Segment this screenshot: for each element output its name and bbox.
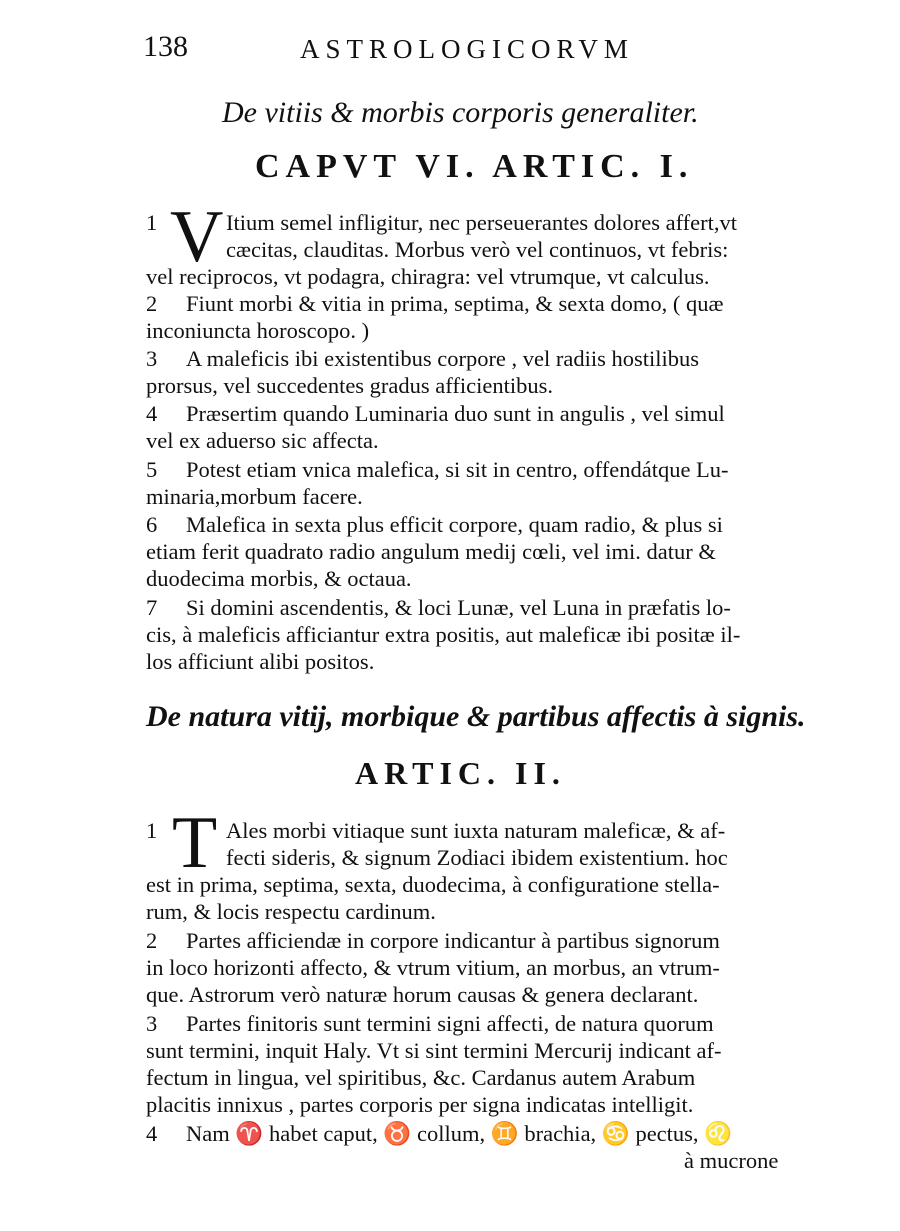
text-line: Malefica in sexta plus efficit corpore, quam radio, & plus si — [186, 512, 723, 537]
text-line: fectum in lingua, vel spiritibus, &c. Cardanus autem Arabum — [146, 1065, 696, 1090]
text-line: Ales morbi vitiaque sunt iuxta naturam maleficæ, & af- — [226, 818, 726, 843]
paragraph-number: 5 — [146, 457, 158, 482]
text-line: vel reciprocos, vt podagra, chiragra: vel vtrumque, vt calculus. — [146, 264, 710, 289]
text-line: duodecima morbis, & octaua. — [146, 566, 412, 591]
text-line: Potest etiam vnica malefica, si sit in centro, offendátque Lu- — [186, 457, 729, 482]
paragraph-number: 2 — [146, 928, 158, 953]
catchword: à mucrone — [684, 1148, 779, 1173]
text-line: Partes finitoris sunt termini signi affecti, de natura quorum — [186, 1011, 714, 1036]
text-line: Fiunt morbi & vitia in prima, septima, & sexta domo, ( quæ — [186, 291, 724, 316]
text-line: Præsertim quando Luminaria duo sunt in angulis , vel simul — [186, 401, 725, 426]
article-heading: ARTIC. II. — [355, 755, 566, 791]
text-line: etiam ferit quadrato radio angulum medij cœli, vel imi. datur & — [146, 539, 716, 564]
paragraph-number: 1 — [146, 818, 158, 843]
text-line: Si domini ascendentis, & loci Lunæ, vel Luna in præfatis lo- — [186, 595, 731, 620]
text-line: minaria,morbum facere. — [146, 484, 363, 509]
text-line: sunt termini, inquit Haly. Vt si sint termini Mercurij indicant af- — [146, 1038, 722, 1063]
page-number: 138 — [143, 30, 188, 63]
text-line: in loco horizonti affecto, & vtrum vitium, an morbus, an vtrum- — [146, 955, 720, 980]
section-title: De vitiis & morbis corporis generaliter. — [222, 96, 699, 129]
text-line: placitis innixus , partes corporis per signa indicatas intelligit. — [146, 1092, 694, 1117]
paragraph-number: 3 — [146, 1011, 158, 1036]
text-line: A maleficis ibi existentibus corpore , vel radiis hostilibus — [186, 346, 700, 371]
text-line: rum, & locis respectu cardinum. — [146, 899, 436, 924]
drop-cap: T — [172, 802, 218, 884]
text-line: Itium semel infligitur, nec perseuerantes dolores affert,vt — [226, 210, 738, 235]
text-line: Partes afficiendæ in corpore indicantur à partibus signorum — [186, 928, 720, 953]
section-title: De natura vitij, morbique & partibus affectis à signis. — [146, 700, 806, 733]
paragraph-number: 7 — [146, 595, 158, 620]
text-line: Nam ♈ habet caput, ♉ collum, ♊ brachia, ♋ pectus, ♌ — [186, 1121, 733, 1146]
paragraph-number: 1 — [146, 210, 158, 235]
text-line: que. Astrorum verò naturæ horum causas & genera declarant. — [146, 982, 699, 1007]
paragraph-number: 6 — [146, 512, 158, 537]
text-line: los afficiunt alibi positos. — [146, 649, 375, 674]
paragraph-number: 4 — [146, 401, 158, 426]
text-line: vel ex aduerso sic affecta. — [146, 428, 379, 453]
chapter-heading: CAPVT VI. ARTIC. I. — [255, 148, 694, 185]
paragraph-number: 3 — [146, 346, 158, 371]
text-line: prorsus, vel succedentes gradus afficientibus. — [146, 373, 553, 398]
text-line: cæcitas, clauditas. Morbus verò vel continuos, vt febris: — [226, 237, 729, 262]
text-line: fecti sideris, & signum Zodiaci ibidem existentium. hoc — [226, 845, 728, 870]
paragraph-number: 2 — [146, 291, 158, 316]
paragraph-number: 4 — [146, 1121, 158, 1146]
text-line: inconiuncta horoscopo. ) — [146, 318, 370, 343]
drop-cap: V — [170, 196, 224, 278]
text-line: est in prima, septima, sexta, duodecima, à configuratione stella- — [146, 872, 720, 897]
text-line: cis, à maleficis afficiantur extra positis, aut maleficæ ibi positæ il- — [146, 622, 741, 647]
running-title: ASTROLOGICORVM — [300, 34, 634, 64]
